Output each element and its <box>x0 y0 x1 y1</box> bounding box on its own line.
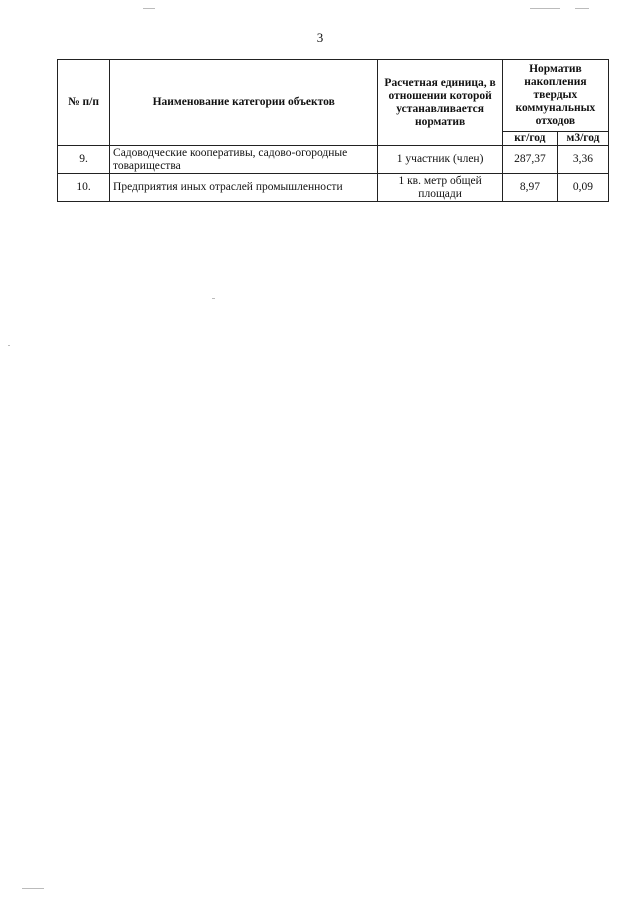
header-category-name: Наименование категории объектов <box>110 60 378 146</box>
row-calc-unit: 1 участник (член) <box>378 146 502 174</box>
row-kg-per-year: 287,37 <box>502 146 557 174</box>
table-row <box>58 146 609 174</box>
header-norm: Норматив накопления твердых коммунальных отходов <box>502 60 608 132</box>
scan-artifact <box>143 8 155 9</box>
row-category-name: Предприятия иных отраслей промышленности <box>110 174 378 202</box>
row-calc-unit: 1 кв. метр общей площади <box>378 174 502 202</box>
row-m3-per-year: 0,09 <box>557 174 608 202</box>
header-m3-per-year: м3/год <box>557 132 608 146</box>
header-calc-unit: Расчетная единица, в отношении которой устанавливается норматив <box>378 60 502 146</box>
row-m3-per-year: 3,36 <box>557 146 608 174</box>
row-kg-per-year: 8,97 <box>502 174 557 202</box>
row-category-name: Садоводческие кооперативы, садово-огородные товарищества <box>110 146 378 174</box>
page-number: 3 <box>316 30 324 45</box>
scan-artifact <box>212 298 215 299</box>
norms-table <box>57 59 609 202</box>
scan-artifact <box>22 888 44 889</box>
scan-artifact <box>530 8 560 9</box>
row-number: 10. <box>58 174 110 202</box>
table-row <box>58 174 609 202</box>
header-kg-per-year: кг/год <box>502 132 557 146</box>
scan-artifact <box>575 8 589 9</box>
row-number: 9. <box>58 146 110 174</box>
scan-artifact <box>8 345 10 346</box>
header-number: № п/п <box>58 60 110 146</box>
